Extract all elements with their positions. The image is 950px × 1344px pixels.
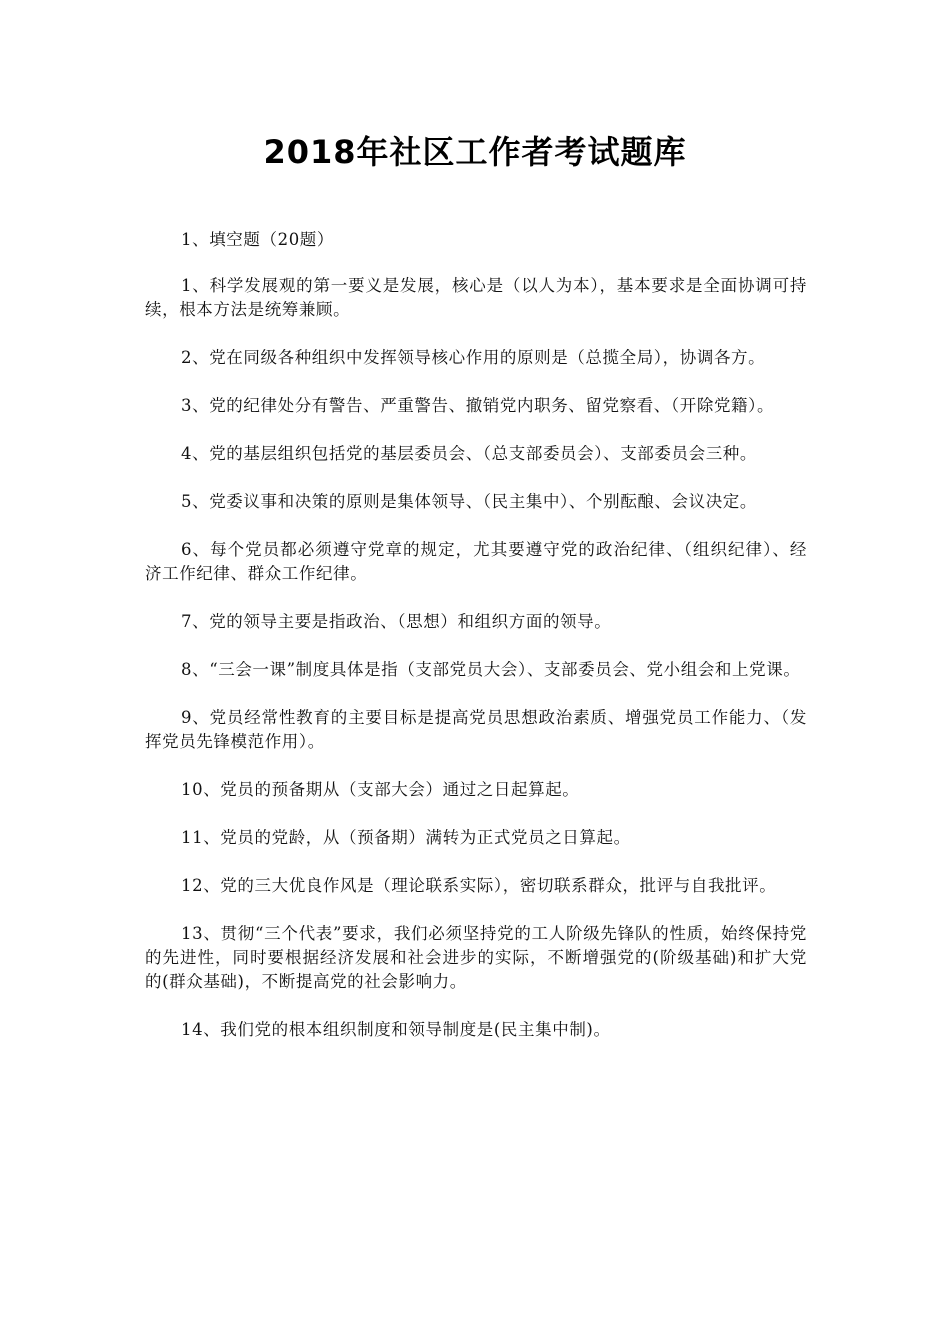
question-3: 3、党的纪律处分有警告、严重警告、撤销党内职务、留党察看、（开除党籍）。	[181, 396, 775, 415]
question-4: 4、党的基层组织包括党的基层委员会、（总支部委员会）、支部委员会三种。	[181, 444, 757, 463]
question-7: 7、党的领导主要是指政治、（思想）和组织方面的领导。	[181, 612, 612, 631]
question-13: 13、贯彻“三个代表”要求，我们必须坚持党的工人阶级先锋队的性质，始终保持党的先进性，同时要根据经济发展和社会进步的实际，不断增强党的(阶级基础)和扩大党的(群众基础)，不断提高党的社会影响力。	[145, 924, 807, 991]
question-12: 12、党的三大优良作风是（理论联系实际），密切联系群众，批评与自我批评。	[181, 876, 777, 895]
question-2: 2、党在同级各种组织中发挥领导核心作用的原则是（总揽全局），协调各方。	[181, 348, 766, 367]
question-14: 14、我们党的根本组织制度和领导制度是(民主集中制)。	[181, 1020, 611, 1039]
question-1: 1、科学发展观的第一要义是发展，核心是（以人为本），基本要求是全面协调可持续，根本方法是统筹兼顾。	[145, 276, 807, 319]
question-9: 9、党员经常性教育的主要目标是提高党员思想政治素质、增强党员工作能力、（发挥党员先锋模范作用）。	[145, 708, 807, 751]
question-6: 6、每个党员都必须遵守党章的规定，尤其要遵守党的政治纪律、（组织纪律）、经济工作纪律、群众工作纪律。	[145, 540, 807, 583]
section-heading: 1、填空题（20题）	[181, 230, 334, 249]
question-5: 5、党委议事和决策的原则是集体领导、（民主集中）、个别酝酿、会议决定。	[181, 492, 757, 511]
document-title: 2018年社区工作者考试题库	[263, 133, 687, 171]
question-10: 10、党员的预备期从（支部大会）通过之日起算起。	[181, 780, 580, 799]
question-11: 11、党员的党龄，从（预备期）满转为正式党员之日算起。	[181, 828, 631, 847]
question-8: 8、“三会一课”制度具体是指（支部党员大会）、支部委员会、党小组会和上党课。	[181, 660, 801, 679]
document-body	[145, 228, 807, 1066]
